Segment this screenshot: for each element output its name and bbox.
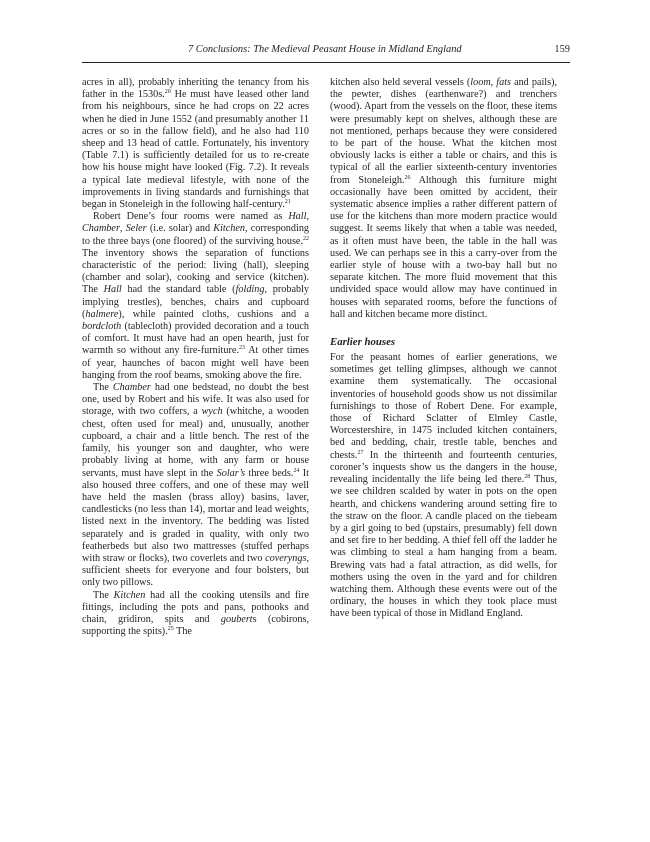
text-run: coveryngs xyxy=(265,552,307,564)
text-run: For the peasant homes of earlier generations, we sometimes get telling glimpses, although we cannot examine them systematically. The occasional inventories of household goods show us not dissimilar furnishings to those of Robert Dene. For example, those of Richard Sclatter of Elmley Castle, Worcestershire, in 1475 included kitchen containers, bed and bedding, chair, trestle table, benches and chests. xyxy=(330,352,557,461)
text-run: three beds. xyxy=(245,467,294,479)
text-run: , probably implying trestles), benches, chairs and cupboard ( xyxy=(82,284,310,320)
text-run: kitchen also held several vessels ( xyxy=(330,77,471,88)
footnote-ref: 22 xyxy=(303,235,309,242)
text-run: The xyxy=(93,589,114,601)
text-run: Chamber xyxy=(112,382,151,394)
text-run: , corresponding to the three bays (one floored) of the surviving house. xyxy=(82,223,310,247)
footnote-ref: 25 xyxy=(167,626,174,633)
text-run: , xyxy=(119,223,126,235)
text-run: , xyxy=(490,77,497,88)
text-run: The xyxy=(93,382,113,394)
paragraph xyxy=(82,382,309,589)
text-run: ), while painted cloths, cushions and a xyxy=(118,308,309,320)
text-run: loom xyxy=(470,77,491,88)
footnote-ref: 28 xyxy=(524,474,531,481)
text-run: , sufficient sheets for everyone and four bolsters, but only two pillows. xyxy=(82,552,309,589)
text-run: , xyxy=(306,211,309,223)
text-run: The inventory shows the separation of functions characteristic of the period: living (hall), sleeping (chamber and solar), cooking and service (kitchen). The xyxy=(82,247,309,296)
footnote-ref: 26 xyxy=(404,174,411,181)
header-rule xyxy=(82,62,570,63)
text-run: Chamber xyxy=(82,223,120,235)
running-head xyxy=(82,44,570,60)
footnote-ref: 21 xyxy=(284,199,291,206)
text-run: Solar’s xyxy=(216,467,246,479)
text-run: Robert Dene’s four rooms were named as xyxy=(93,211,289,223)
text-run: fats xyxy=(496,77,512,88)
text-run: s (cobirons, supporting the spits). xyxy=(82,613,309,638)
text-run: Seler xyxy=(125,223,147,235)
text-run: had the standard table ( xyxy=(121,284,236,296)
paragraph xyxy=(82,77,309,211)
text-run: folding xyxy=(235,284,265,296)
footnote-ref: 24 xyxy=(293,467,300,474)
text-run: At other times of year, haunches of bacon might well have been hanging from the roof beams, smoking above the fire. xyxy=(82,345,309,381)
text-run: wych xyxy=(201,406,223,418)
text-run: Although this furniture might occasionally have been omitted by accident, their systematic absence implies a rather different pattern of use for the kitchens than more modern practice would suggest. It seems likely that when a table was needed, as it often must have been, the table in the hall was used. We can perhaps see in this a carry-over from the earlier style of house with a two-bay hall but no separate kitchen. The more fluid movement that this undivided space would allow may have continued in houses with separated rooms, before the functions of hall and kitchen became more distinct. xyxy=(330,174,557,320)
text-run: It also housed three coffers, and one of these may well have held the maslen (brass alloy) basins, laver, candlesticks (no less than 14), mortar and lead weights, listed next in the inventory. The bedding was listed separately and is graded in quality, with only two featherbeds but also two mattresses (stuffed perhaps with straw or flocks), two coverlets and two xyxy=(82,467,309,564)
section-heading: Earlier houses xyxy=(330,336,396,349)
left-column xyxy=(82,77,309,638)
text-run: (tablecloth) provided decoration and a touch of comfort. It must have had an open hearth, just for warmth so without any fire-furniture. xyxy=(82,321,309,357)
text-run: (i.e. solar) and xyxy=(146,223,214,235)
text-run: Thus, we see children scalded by water in pots on the open hearth, and chickens wandering around setting fire to the straw on the floor. A candle placed on the tiebeam by a girl going to bed (upstairs, presumably) fell down and set fire to her bedding. A thief fell off the ladder he was climbing to steal a ham hanging from a beam. Brewing vats had a fatal attraction, as did wells, for mothers using the oven in the yard and for children watching them. Although these events were out of the ordinary, the houses in which they took place must have been typical of those in Midland England. xyxy=(330,474,557,620)
page-number: 159 xyxy=(554,44,570,55)
text-run: Kitchen xyxy=(213,223,245,235)
text-run: Hall xyxy=(103,284,122,296)
text-run: halmere xyxy=(85,308,119,320)
text-run: and pails), the pewter, dishes (earthenware?) and trenchers (wood). Apart from the vessels on the floor, these items were presumably kept on shelves, although these are not mentioned, perhaps because they were considered to be part of the house. What the kitchen most obviously lacks is either a table or chairs, and this is typical of all the earlier sixteenth-century inventories from Stoneleigh. xyxy=(330,77,558,186)
text-run: had one bedstead, no doubt the best one, used by Robert and his wife. It was also used for storage, with two coffers, a xyxy=(82,382,309,418)
paragraph xyxy=(330,352,557,620)
text-run: bordcloth xyxy=(82,321,122,333)
text-run: He must have leased other land from his neighbours, since he had crops on 22 acres when he died in June 1552 (and presumably another 11 acres or so in the fallow field), and he also had 110 sheep and 13 head of cattle. Fortunately, his inventory (Table 7.1) is sufficiently detailed for us to re-create how his house might have looked (Fig. 7.2). It reveals a typical late medieval lifestyle, with none of the improvements in living standards and furnishings that began in Stoneleigh in the following half-century. xyxy=(82,89,309,211)
paragraph xyxy=(82,590,309,639)
chapter-title: 7 Conclusions: The Medieval Peasant House in Midland England xyxy=(188,44,462,55)
text-run: In the thirteenth and fourteenth centuries, coroner’s inquests show us the dangers in the house, revealing incidentally the life being led there. xyxy=(330,449,557,486)
footnote-ref: 20 xyxy=(164,89,171,96)
text-run: goubert xyxy=(220,613,253,625)
text-run: The xyxy=(173,626,192,638)
text-run: had all the cooking utensils and fire fittings, including the pots and pans, pothooks and chain, gridiron, spits and xyxy=(82,589,309,625)
text-run: (whitche, a wooden chest, often used for meal) and, unusually, another cupboard, a chair and a little bench. The rest of the family, his younger son and daughter, who were probably living at home, with any farm or house servants, must have slept in the xyxy=(82,406,309,479)
text-run: acres in all), probably inheriting the tenancy from his father in the 1530s. xyxy=(82,77,309,101)
footnote-ref: 27 xyxy=(357,449,364,456)
text-run: Kitchen xyxy=(113,589,146,601)
right-column xyxy=(330,77,557,621)
text-run: Hall xyxy=(288,211,307,223)
paragraph xyxy=(82,211,309,382)
footnote-ref: 23 xyxy=(238,345,245,352)
paragraph xyxy=(330,77,557,321)
